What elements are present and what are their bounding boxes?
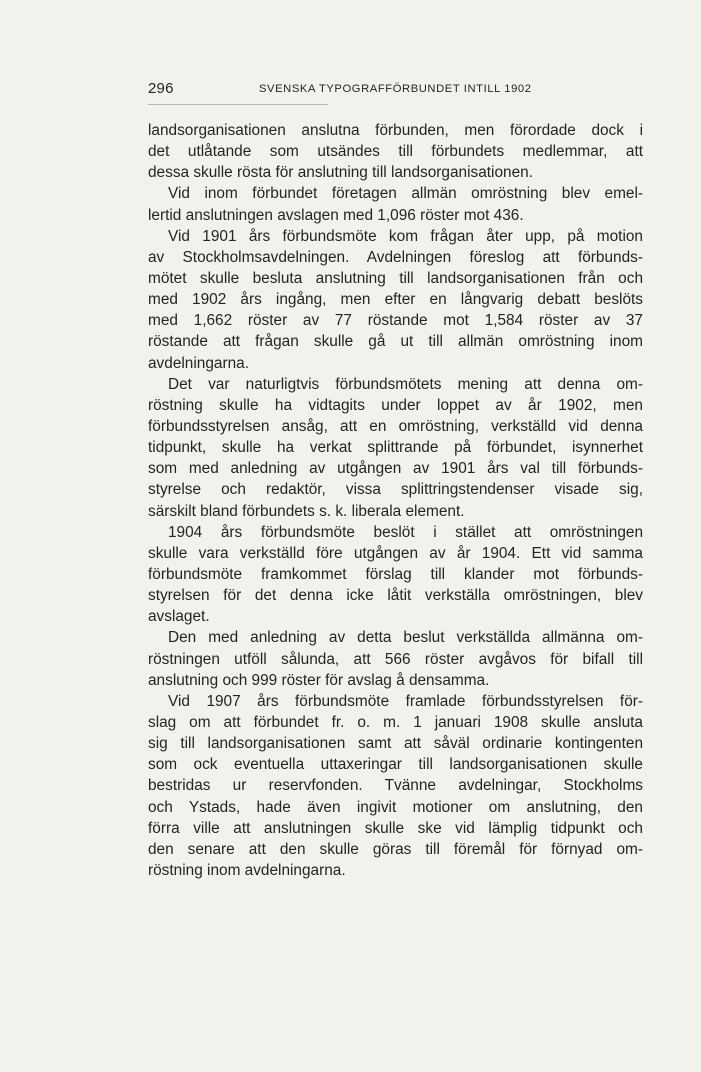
running-title: SVENSKA TYPOGRAFFÖRBUNDET INTILL 1902	[259, 83, 532, 95]
text-line: slag om att förbundet fr. o. m. 1 januari 1908 skulle ansluta	[148, 713, 643, 731]
text-line: röstning skulle ha vidtagits under loppet av år 1902, men	[148, 396, 643, 414]
text-line: avdelningarna.	[148, 354, 249, 372]
text-line: lertid anslutningen avslagen med 1,096 röster mot 436.	[148, 206, 524, 224]
text-line: Vid 1901 års förbundsmöte kom frågan åter upp, på motion	[168, 227, 643, 245]
text-line: bestridas ur reservfonden. Tvänne avdelningar, Stockholms	[148, 777, 643, 795]
header-rule	[148, 104, 328, 105]
text-line: dessa skulle rösta för anslutning till landsorganisationen.	[148, 164, 533, 182]
page-number: 296	[148, 80, 174, 97]
text-line: och Ystads, hade även ingivit motioner om anslutning, den	[148, 798, 643, 816]
text-line: förbundsmöte framkommet förslag till klander mot förbunds-	[148, 565, 643, 583]
text-line: det utlåtande som utsändes till förbundets medlemmar, att	[148, 143, 643, 161]
text-line: den senare att den skulle göras till föremål för förnyad om-	[148, 840, 643, 858]
text-line: förbundsstyrelsen ansåg, att en omröstning, verkställd vid denna	[148, 417, 643, 435]
text-line: avslaget.	[148, 608, 210, 626]
text-line: med 1902 års ingång, men efter en långvarig debatt beslöts	[148, 291, 643, 309]
text-line: anslutning och 999 röster för avslag å densamma.	[148, 671, 490, 689]
text-line: förra ville att anslutningen skulle ske vid lämplig tidpunkt och	[148, 819, 643, 837]
text-line: röstningen utföll sålunda, att 566 röster avgåvos för bifall till	[148, 650, 643, 668]
text-line: sig till landsorganisationen samt att såväl ordinarie kontingenten	[148, 735, 643, 753]
text-line: skulle vara verkställd före utgången av år 1904. Ett vid samma	[148, 544, 643, 562]
text-line: landsorganisationen anslutna förbunden, men förordade dock i	[148, 122, 643, 139]
page-header	[148, 80, 643, 104]
text-line: som ock eventuella uttaxeringar till landsorganisationen skulle	[148, 756, 643, 774]
text-line: tidpunkt, skulle ha verkat splittrande på förbundet, isynnerhet	[148, 439, 643, 457]
text-line: Det var naturligtvis förbundsmötets mening att denna om-	[168, 375, 643, 393]
text-line: mötet skulle besluta anslutning till landsorganisationen från och	[148, 269, 643, 287]
text-line: röstande att frågan skulle gå ut till allmän omröstning inom	[148, 333, 643, 351]
text-line: Vid 1907 års förbundsmöte framlade förbundsstyrelsen för-	[168, 692, 643, 710]
text-line: av Stockholmsavdelningen. Avdelningen föreslog att förbunds-	[148, 248, 643, 266]
text-line: med 1,662 röster av 77 röstande mot 1,584 röster av 37	[148, 312, 643, 330]
text-line: Vid inom förbundet företagen allmän omröstning blev emel-	[168, 185, 643, 203]
text-line: som med anledning av utgången av 1901 års val till förbunds-	[148, 460, 643, 478]
text-line: röstning inom avdelningarna.	[148, 861, 346, 879]
body-text	[148, 120, 643, 881]
text-line: särskilt bland förbundets s. k. liberala element.	[148, 502, 465, 520]
text-line: Den med anledning av detta beslut verkställda allmänna om-	[168, 629, 643, 647]
text-line: styrelsen för det denna icke låtit verkställa omröstningen, blev	[148, 587, 643, 605]
text-line: styrelse och redaktör, vissa splittringstendenser visade sig,	[148, 481, 643, 499]
text-line: 1904 års förbundsmöte beslöt i stället att omröstningen	[168, 523, 643, 541]
